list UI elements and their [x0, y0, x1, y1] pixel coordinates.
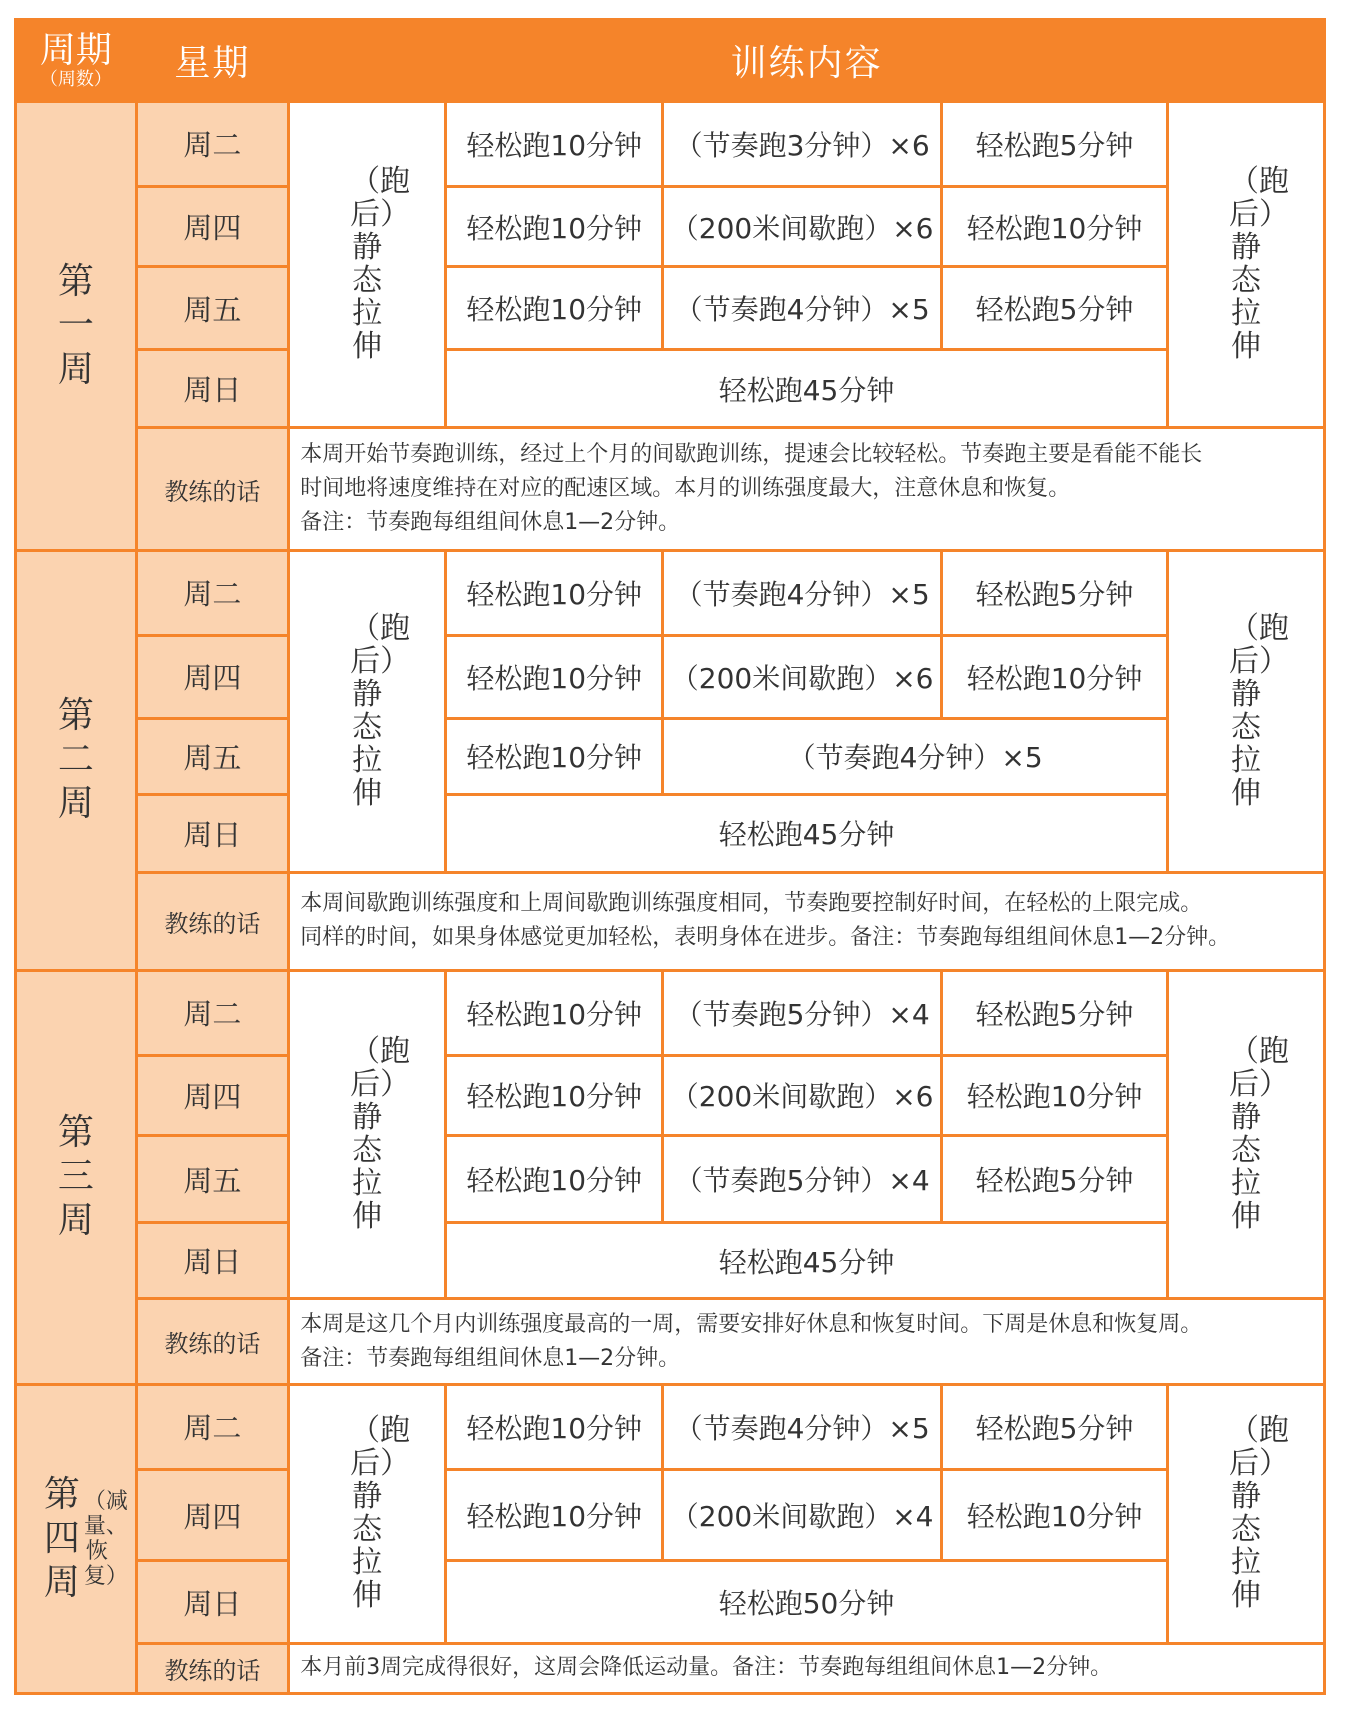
schedule-row — [16, 102, 1325, 187]
stretch-label: （跑后）静态拉伸 — [350, 1413, 411, 1614]
coach-row — [16, 872, 1325, 970]
stretch-after-cell — [1168, 970, 1325, 1298]
weekday-cell: 周五 — [136, 718, 289, 794]
week-name: 第一周 — [57, 261, 94, 391]
warmup-cell: 轻松跑10分钟 — [446, 970, 663, 1055]
main-set-cell: （200米间歇跑）×6 — [663, 635, 942, 718]
coach-text-line: 本月前3周完成得很好，这周会降低运动量。备注：节奏跑每组组间休息1—2分钟。 — [300, 1655, 1113, 1681]
header-weekday: 星期 — [136, 20, 289, 102]
cooldown-cell: 轻松跑10分钟 — [942, 1055, 1168, 1135]
weekday-cell: 周二 — [136, 1385, 289, 1470]
weekday-cell: 周五 — [136, 267, 289, 350]
coach-text-line: 本周是这几个月内训练强度最高的一周，需要安排好休息和恢复时间。下周是休息和恢复周。 — [300, 1311, 1203, 1337]
schedule-row — [16, 349, 1325, 427]
coach-row — [16, 1299, 1325, 1385]
warmup-cell: 轻松跑10分钟 — [446, 718, 663, 794]
stretch-label: （跑后）静态拉伸 — [350, 164, 411, 365]
warmup-cell: 轻松跑10分钟 — [446, 1385, 663, 1470]
header-content: 训练内容 — [289, 20, 1325, 102]
schedule-row — [16, 1469, 1325, 1560]
weekday-cell: 周日 — [136, 794, 289, 872]
main-set-cell: （节奏跑5分钟）×4 — [663, 970, 942, 1055]
week-cell — [16, 551, 137, 971]
cooldown-cell: 轻松跑10分钟 — [942, 635, 1168, 718]
coach-label: 教练的话 — [136, 872, 289, 970]
training-plan-table — [14, 18, 1326, 1695]
cooldown-cell: 轻松跑5分钟 — [942, 970, 1168, 1055]
schedule-row — [16, 1385, 1325, 1470]
coach-text-line: 时间地将速度维持在对应的配速区域。本月的训练强度最大，注意休息和恢复。 — [300, 476, 1071, 502]
cooldown-cell: 轻松跑5分钟 — [942, 551, 1168, 636]
main-set-cell: （节奏跑3分钟）×6 — [663, 102, 942, 187]
header-period-sub: （周数） — [39, 68, 112, 90]
week-name: 第二周 — [57, 695, 94, 825]
schedule-row — [16, 718, 1325, 794]
main-set-cell: （200米间歇跑）×4 — [663, 1469, 942, 1560]
stretch-label: （跑后）静态拉伸 — [1229, 611, 1289, 811]
weekday-cell: 周四 — [136, 186, 289, 266]
coach-text-line: 同样的时间，如果身体感觉更加轻松，表明身体在进步。备注：节奏跑每组组间休息1—2分钟。 — [300, 925, 1231, 951]
weekday-cell: 周二 — [136, 102, 289, 187]
stretch-label: （跑后）静态拉伸 — [1229, 164, 1289, 365]
coach-text-line: 本周开始节奏跑训练，经过上个月的间歇跑训练，提速会比较轻松。节奏跑主要是看能不能长 — [300, 442, 1203, 468]
coach-row — [16, 1643, 1325, 1693]
weekday-cell: 周日 — [136, 349, 289, 427]
stretch-label: （跑后）静态拉伸 — [350, 611, 411, 811]
stretch-label: （跑后）静态拉伸 — [1229, 1033, 1289, 1234]
main-set-cell: （节奏跑4分钟）×5 — [663, 551, 942, 636]
warmup-cell: 轻松跑10分钟 — [446, 635, 663, 718]
schedule-row — [16, 1136, 1325, 1223]
schedule-row — [16, 1223, 1325, 1299]
header-period-label: 周期 — [39, 29, 112, 71]
week-cell — [16, 970, 137, 1384]
cooldown-cell: 轻松跑10分钟 — [942, 186, 1168, 266]
header-period — [16, 20, 137, 102]
workout-full-cell: 轻松跑45分钟 — [446, 794, 1168, 872]
stretch-after-cell — [1168, 551, 1325, 873]
stretch-before-cell — [289, 1385, 446, 1644]
coach-text-line: 本周间歇跑训练强度和上周间歇跑训练强度相同，节奏跑要控制好时间，在轻松的上限完成。 — [300, 891, 1203, 917]
stretch-label: （跑后）静态拉伸 — [1229, 1413, 1289, 1614]
coach-label: 教练的话 — [136, 1299, 289, 1385]
coach-notes — [289, 1643, 1325, 1693]
workout-full-cell: 轻松跑50分钟 — [446, 1561, 1168, 1644]
main-set-cell: （节奏跑5分钟）×4 — [663, 1136, 942, 1223]
coach-notes — [289, 428, 1325, 551]
main-set-cell: （200米间歇跑）×6 — [663, 186, 942, 266]
stretch-after-cell — [1168, 1385, 1325, 1644]
schedule-row — [16, 1561, 1325, 1644]
main-set-cell: （200米间歇跑）×6 — [663, 1055, 942, 1135]
weekday-cell: 周四 — [136, 635, 289, 718]
coach-notes — [289, 1299, 1325, 1385]
schedule-row — [16, 794, 1325, 872]
cooldown-cell: 轻松跑5分钟 — [942, 1385, 1168, 1470]
warmup-cell: 轻松跑10分钟 — [446, 1136, 663, 1223]
warmup-cell: 轻松跑10分钟 — [446, 186, 663, 266]
workout-full-cell: 轻松跑45分钟 — [446, 1223, 1168, 1299]
cooldown-cell: 轻松跑10分钟 — [942, 1469, 1168, 1560]
stretch-label: （跑后）静态拉伸 — [350, 1033, 411, 1234]
stretch-before-cell — [289, 551, 446, 873]
week-note: （减量、恢复） — [83, 1489, 128, 1590]
warmup-cell: 轻松跑10分钟 — [446, 1469, 663, 1560]
coach-row — [16, 428, 1325, 551]
week-cell — [16, 102, 137, 551]
table-header — [16, 20, 1325, 102]
schedule-row — [16, 186, 1325, 266]
weekday-cell: 周日 — [136, 1561, 289, 1644]
week-name: 第四周 — [43, 1474, 80, 1604]
schedule-row — [16, 970, 1325, 1055]
weekday-cell: 周二 — [136, 970, 289, 1055]
weekday-cell: 周四 — [136, 1469, 289, 1560]
stretch-before-cell — [289, 970, 446, 1298]
stretch-after-cell — [1168, 102, 1325, 428]
main-set-cell: （节奏跑4分钟）×5 — [663, 267, 942, 350]
warmup-cell: 轻松跑10分钟 — [446, 102, 663, 187]
weekday-cell: 周日 — [136, 1223, 289, 1299]
warmup-cell: 轻松跑10分钟 — [446, 551, 663, 636]
workout-full-cell: 轻松跑45分钟 — [446, 349, 1168, 427]
cooldown-cell: 轻松跑5分钟 — [942, 1136, 1168, 1223]
cooldown-cell: 轻松跑5分钟 — [942, 267, 1168, 350]
schedule-row — [16, 635, 1325, 718]
coach-text-line: 备注：节奏跑每组组间休息1—2分钟。 — [300, 510, 681, 536]
schedule-row — [16, 1055, 1325, 1135]
coach-text-line: 备注：节奏跑每组组间休息1—2分钟。 — [300, 1345, 681, 1371]
cooldown-cell: 轻松跑5分钟 — [942, 102, 1168, 187]
weekday-cell: 周五 — [136, 1136, 289, 1223]
main-set-cell: （节奏跑4分钟）×5 — [663, 718, 1168, 794]
coach-label: 教练的话 — [136, 1643, 289, 1693]
coach-notes — [289, 872, 1325, 970]
week-name: 第三周 — [57, 1112, 94, 1242]
schedule-row — [16, 267, 1325, 350]
stretch-before-cell — [289, 102, 446, 428]
main-set-cell: （节奏跑4分钟）×5 — [663, 1385, 942, 1470]
coach-label: 教练的话 — [136, 428, 289, 551]
week-cell — [16, 1385, 137, 1694]
weekday-cell: 周二 — [136, 551, 289, 636]
warmup-cell: 轻松跑10分钟 — [446, 1055, 663, 1135]
weekday-cell: 周四 — [136, 1055, 289, 1135]
warmup-cell: 轻松跑10分钟 — [446, 267, 663, 350]
schedule-row — [16, 551, 1325, 636]
